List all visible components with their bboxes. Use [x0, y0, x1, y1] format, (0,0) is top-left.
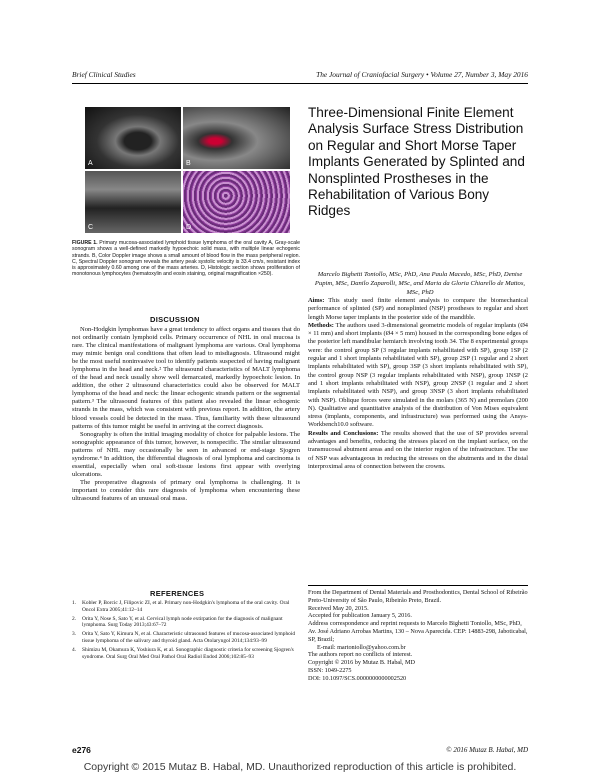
panel-label: A: [88, 160, 93, 167]
figure-caption: [72, 240, 300, 278]
affiliation-line: From the Department of Dental Materials and Prosthodontics, Dental School of Ribeirão Preto-University of São Paulo, Ribeirão Preto, Brazil.: [308, 589, 528, 604]
issn-line: ISSN: 1049-2275: [308, 666, 352, 674]
page-number: e276: [72, 745, 91, 755]
received-date: Received May 20, 2015.: [308, 604, 369, 612]
abstract-results: Results and Conclusions: The results showed that the use of SP provides several advantages and benefits, reducing the stresses placed on the implant surface, on the transmucosal abutment areas and on the interior region of the infrastructure. The use of NSP was advantageous in reducing the stresses on the abutments and in the distal interproximal area of connection between the crowns.: [308, 429, 528, 470]
reference-item: 3. Orita Y, Sato Y, Kimura N, et al. Characteristic ultrasound features of mucosa-associated lymphoid tissue lymphoma of the salivary and thyroid gland. Acta Otolaryngol 2014;134:93–99: [72, 631, 296, 644]
reference-item: 4. Shimizu M, Okamura K, Yoshiura K, et al. Sonographic diagnostic criteria for screening Sjogren's syndrome. Oral Surg Oral Med Oral Pathol Oral Radiol Endod 2006;102:85–93: [72, 647, 294, 660]
article-title: Three-Dimensional Finite Element Analysis Surface Stress Distribution on Regular and Short Morse Taper Implants Generated by Splinted and Nonsplinted Prostheses in the Rehabilitation of Various Bony Ridges: [308, 105, 525, 219]
figure-panel-c: [85, 171, 181, 233]
figure-panel-d: [183, 171, 290, 233]
panel-label: D: [186, 224, 192, 231]
header-rule: [72, 83, 528, 84]
correspondence-address: Address correspondence and reprint requests to Marcelo Bighetti Toniollo, MSc, PhD, Av. José Adriano Arrobas Martins, 130 – Nova Aparecida. CEP: 14883-298, Jaboticabal, SP, Brazil;: [308, 620, 528, 643]
conflict-statement: The authors report no conflicts of interest.: [308, 651, 413, 659]
abstract-aims: Aims: This study used finite element analysis to compare the biomechanical performance of splinted (SP) and nonsplinted (NSP) prostheses to regular and short length Morse taper implants in the posterior side of the mandible.: [308, 297, 528, 321]
figure-panel-b: [183, 107, 290, 169]
footer-copyright: © 2016 Mutaz B. Habal, MD: [446, 746, 528, 754]
header-section-label: Brief Clinical Studies: [72, 70, 136, 79]
figure-panel-a: [85, 107, 181, 169]
affiliation-block: [308, 589, 530, 683]
figure-1: [85, 107, 290, 233]
affiliation-rule: [308, 585, 528, 586]
header-journal-info: The Journal of Craniofacial Surgery • Volume 27, Number 3, May 2016: [316, 70, 528, 79]
accepted-date: Accepted for publication January 5, 2016.: [308, 612, 412, 620]
caption-label: FIGURE 1.: [72, 240, 98, 246]
discussion-paragraph: Sonography is often the initial imaging modality of choice for palpable lesions. The sonographic appearance of this tumor, however, is nonspecific. The similar ultrasound patterns of NHL may occasionally be seen in advanced or end-stage Sjogren syndrome.⁴ In addition, the differential diagnosis of oral lymphoma and carcinoma is essential, especially when oral soft-tissue lesions first appear with overlying ulcerations.: [72, 430, 300, 478]
copyright-line: Copyright © 2016 by Mutaz B. Habal, MD: [308, 659, 415, 667]
reference-list: [72, 600, 300, 663]
copyright-watermark-bar: Copyright © 2015 Mutaz B. Habal, MD. Unauthorized reproduction of this article is prohibited.: [83, 761, 517, 773]
references-heading: REFERENCES: [150, 589, 205, 598]
reference-item: 2. Orita Y, Nose S, Sato Y, et al. Cervical lymph node extirpation for the diagnosis of malignant lymphoma. Surg Today 2013;43:67–72: [72, 615, 283, 629]
discussion-body: [72, 326, 300, 503]
caption-text: Primary mucosa-associated lymphoid tissue lymphoma of the oral cavity A, Gray-scale sonogram shows a well-defined markedly hypoechoic solid mass, with multiple linear echogenic strands. B, Color Doppler image shows a small amount of blood flow in the mass peripheral region. C, Spectral Doppler sonogram reveals the artery peak systolic velocity is 33.4 cm/s, resistant index is approximately 0.60 among one of the mass arteries. D, Histologic section shows proliferation of monotonous lymphocytes (hematoxylin and eosin staining, original magnification ×250).: [72, 240, 300, 278]
correspondence-email: E-mail: martoniollo@yahoo.com.br: [317, 643, 406, 651]
doi-line: DOI: 10.1097/SCS.0000000000002520: [308, 674, 407, 682]
discussion-heading: DISCUSSION: [150, 315, 200, 324]
discussion-paragraph: The preoperative diagnosis of primary oral lymphoma is challenging. It is important to consider this rare diagnosis of lymphoma when encountering these ultrasound features of an unusual oral mass.: [72, 478, 300, 502]
article-authors: Marcelo Bighetti Toniollo, MSc, PhD, Ana Paula Macedo, MSc, PhD, Denise Pupim, MSc, Danilo Zaparolli, MSc, and Maria da Gloria Chiarello de Mattos, MSc, PhD: [314, 271, 526, 296]
abstract: [308, 297, 528, 471]
discussion-paragraph: Non-Hodgkin lymphomas have a great tendency to affect organs and tissues that do not ordinarily contain lymphoid cells. Primary occurrence of NHL in oral mucosa is rare. The clinical manifestations of malignant lymphoma are various. Oral lymphoma may mimic benign oral conditions that often lead to misdiagnosis. Ultrasound might be the most useful noninvasive tool to identify patients suspected of having malignant lymphoma in the head and neck.² The ultrasound characteristics of MALT lymphoma of the head and neck usually show well demarcated, markedly hypoechoic lesion. In addition, the other 2 ultrasound characteristics could also be observed for MALT lymphoma of the head and neck: the linear echogenic strands pattern or the segmental pattern.³ The ultrasound features of this patient also revealed the linear echogenic strands in the mass, which was consistent with previous report. In addition, the artery blood vessels could be detected in the mass. Thus, familiarity with these ultrasound patterns of this tumor might be useful in arriving at the correct diagnosis.: [72, 326, 300, 430]
panel-label: C: [88, 224, 94, 231]
abstract-methods: Methods: The authors used 3-dimensional geometric models of regular implants (Ø4 × 11 mm) and short implants (Ø4 × 5 mm) housed in the corresponding bone edges of the posterior left mandibular hemiarch involving tooth 34. The 8 experimental groups were: the control group SP (3 regular implants rehabilitated with SP), group 1SP (2 regular and 1 short implants rehabilitated with SP), group 2SP (1 regular and 2 short implants rehabilitated with SP), group 3SP (3 short implants rehabilitated with SP), the control group NSP (3 regular implants rehabilitated with NSP), group 1NSP (2 and 1 short implants rehabilitated with NSP), group 2NSP (1 regular and 2 short implants rehabilitated with NSP), and group 3NSP (3 short implants rehabilitated with NSP). Oblique forces were simulated in the molars (365 N) and premolars (200 N). Qualitative and quantitative analysis of the distribution of Von Mises equivalent stress (implants, components, and infrastructure) was performed using the Ansys-Workbench10.0 software.: [308, 321, 528, 429]
reference-item: 1. Kobler P, Borcic J, Filipovic ZI, et al. Primary non-Hodgkin's lymphoma of the oral cavity. Oral Oncol Extra 2005;41:12–14: [72, 600, 290, 613]
panel-label: B: [186, 160, 191, 167]
